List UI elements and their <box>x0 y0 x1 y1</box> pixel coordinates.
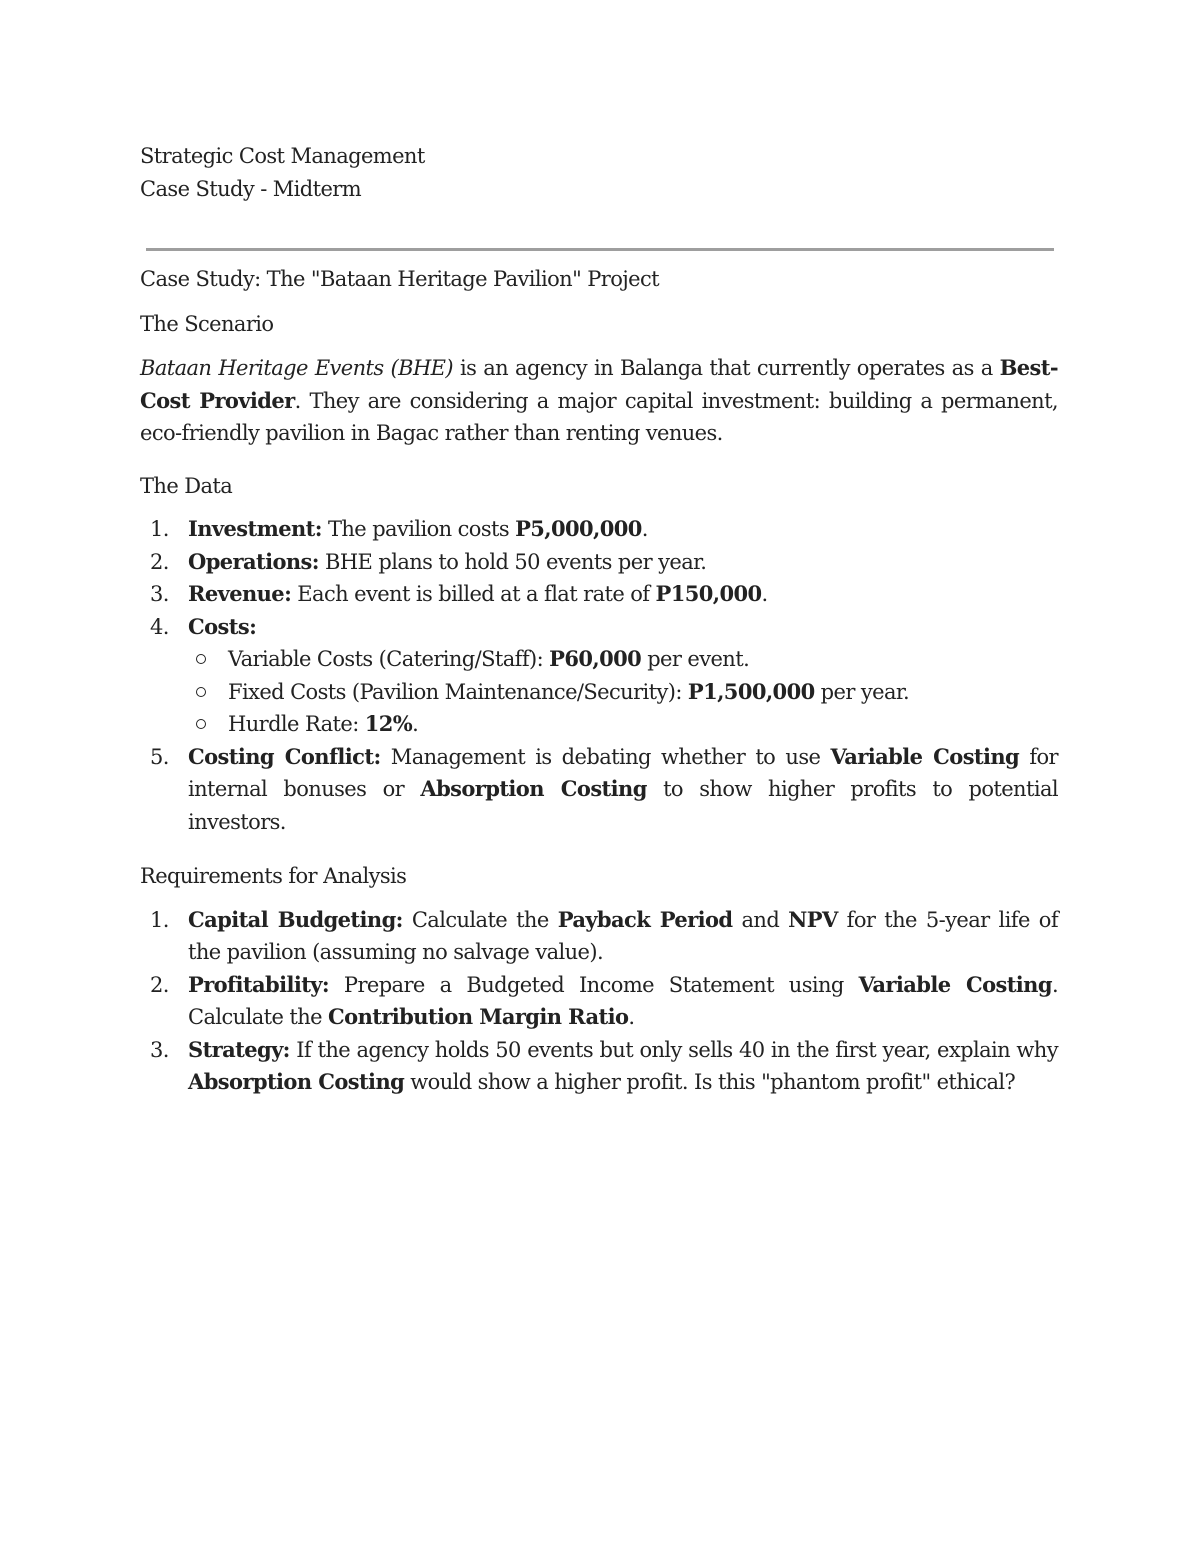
list-number: 3. <box>150 582 169 606</box>
list-item <box>140 741 1058 839</box>
item-term: Contribution Margin Ratio <box>328 1004 629 1029</box>
scenario-text-2: . They are considering a major capital investment: building a permanent, eco-friendly pavilion in Bagac rather than renting venues. <box>140 388 1058 445</box>
list-number: 2. <box>150 549 169 574</box>
scenario-paragraph <box>140 352 1058 450</box>
item-text: The pavilion costs <box>321 517 516 541</box>
list-number: 4. <box>150 614 169 639</box>
sub-list-item <box>188 643 1058 676</box>
course-title: Strategic Cost Management <box>140 144 425 168</box>
item-text: for the 5-year life of the pavilion (assuming no salvage value). <box>188 907 1058 964</box>
item-text: Management is debating whether to use <box>380 744 831 769</box>
list-item <box>140 904 1058 969</box>
cost-value: 12% <box>364 711 413 736</box>
item-text: . <box>628 1005 635 1029</box>
data-heading: The Data <box>140 473 233 498</box>
document-page <box>140 140 1058 1099</box>
item-tail: . <box>641 517 648 541</box>
list-number: 3. <box>150 1037 169 1062</box>
list-item <box>140 611 1058 741</box>
list-item <box>140 969 1058 1034</box>
list-item <box>140 546 1058 579</box>
item-label: Operations: <box>188 548 319 574</box>
item-term: Absorption Costing <box>188 1069 405 1094</box>
case-title: Case Study: The "Bataan Heritage Pavilion" Project <box>140 267 659 291</box>
item-label: Strategy: <box>188 1036 290 1062</box>
item-text: for internal bonuses or <box>188 744 1058 801</box>
cost-tail: . <box>412 712 419 736</box>
hollow-bullet-icon <box>196 719 206 729</box>
strategy-term: Best-Cost Provider <box>140 355 1058 413</box>
item-text: Each event is billed at a flat rate of <box>291 582 656 606</box>
item-term: Variable Costing <box>830 743 1020 769</box>
item-label: Capital Budgeting: <box>188 906 403 932</box>
list-number: 2. <box>150 972 169 997</box>
list-item <box>140 1034 1058 1099</box>
hollow-bullet-icon <box>196 654 206 664</box>
cost-text: Fixed Costs (Pavilion Maintenance/Security): <box>228 679 688 704</box>
item-term: NPV <box>788 906 838 932</box>
cost-tail: per year. <box>814 679 910 704</box>
horizontal-rule <box>146 248 1054 251</box>
cost-tail: per event. <box>641 647 750 671</box>
item-label: Investment: <box>188 516 322 541</box>
company-name: Bataan Heritage Events (BHE) <box>140 356 454 380</box>
hollow-bullet-icon <box>196 687 206 697</box>
item-tail: . <box>761 582 768 606</box>
item-value: P150,000 <box>655 581 762 606</box>
requirements-list <box>140 904 1058 1099</box>
scenario-heading: The Scenario <box>140 311 274 336</box>
item-text: Calculate the <box>402 907 558 932</box>
list-item <box>140 513 1058 546</box>
item-text: and <box>732 907 789 932</box>
list-item <box>140 578 1058 611</box>
document-subtitle: Case Study - Midterm <box>140 176 362 201</box>
list-number: 1. <box>150 517 169 541</box>
cost-text: Variable Costs (Catering/Staff): <box>228 647 550 671</box>
list-number: 1. <box>150 907 169 932</box>
item-text: Prepare a Budgeted Income Statement using <box>329 972 859 997</box>
sub-list-item <box>188 708 1058 741</box>
costs-sublist <box>188 643 1058 741</box>
item-text: BHE plans to hold 50 events per year. <box>318 549 707 574</box>
list-number: 5. <box>150 744 169 769</box>
item-label: Revenue: <box>188 581 292 606</box>
scenario-text-1: is an agency in Balanga that currently operates as a <box>453 356 1000 380</box>
requirements-heading: Requirements for Analysis <box>140 864 407 888</box>
item-term: Variable Costing <box>858 971 1052 997</box>
sub-list-item <box>188 676 1058 709</box>
item-term: Payback Period <box>557 906 733 932</box>
item-text: If the agency holds 50 events but only sells 40 in the first year, explain why <box>289 1037 1058 1062</box>
item-text: would show a higher profit. Is this "phantom profit" ethical? <box>404 1070 1016 1094</box>
item-value: P5,000,000 <box>515 516 642 541</box>
item-label: Costs: <box>188 613 257 639</box>
item-text: . Calculate the <box>188 972 1059 1029</box>
item-label: Costing Conflict: <box>188 743 381 769</box>
item-text: to show higher profits to potential investors. <box>188 777 1058 834</box>
cost-value: P1,500,000 <box>687 678 815 704</box>
item-term: Absorption Costing <box>420 776 647 801</box>
cost-text: Hurdle Rate: <box>228 712 365 736</box>
cost-value: P60,000 <box>549 646 642 671</box>
data-list <box>140 513 1058 838</box>
item-label: Profitability: <box>188 971 330 997</box>
